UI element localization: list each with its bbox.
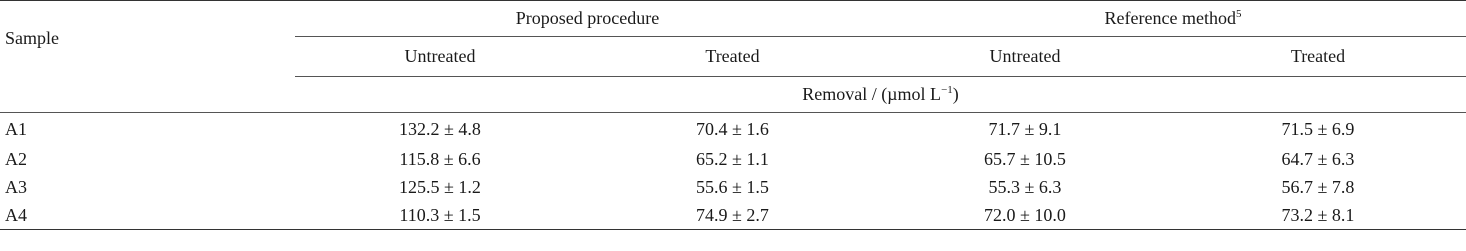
group-reference-header — [880, 1, 1466, 37]
unit-close: ) — [952, 84, 959, 104]
unit-header — [295, 77, 1466, 113]
value-cell: 132.2 ± 4.8 — [399, 118, 481, 139]
value-cell: 74.9 ± 2.7 — [585, 202, 880, 230]
sample-cell: A1 — [5, 118, 27, 139]
col-treated-2: Treated — [1170, 37, 1466, 77]
value-cell: 73.2 ± 8.1 — [1170, 202, 1466, 230]
unit-spacer — [0, 77, 295, 113]
header-group-row — [0, 1, 1466, 37]
value-cell: 64.7 ± 6.3 — [1281, 149, 1355, 169]
sample-cell: A2 — [5, 149, 27, 169]
table-row — [0, 113, 1466, 146]
value-cell: 56.7 ± 7.8 — [1281, 177, 1355, 197]
table-row — [0, 146, 1466, 174]
sample-header: Sample — [0, 1, 295, 77]
value-cell: 55.6 ± 1.5 — [696, 177, 769, 197]
reference-footnote: 5 — [1235, 8, 1242, 20]
value-cell: 70.4 ± 1.6 — [696, 118, 769, 139]
value-cell: 72.0 ± 10.0 — [880, 202, 1170, 230]
col-untreated-1: Untreated — [295, 37, 585, 77]
value-cell: 115.8 ± 6.6 — [399, 149, 481, 169]
col-untreated-2: Untreated — [880, 37, 1170, 77]
value-cell: 65.7 ± 10.5 — [984, 149, 1066, 169]
sample-cell: A3 — [5, 177, 27, 197]
group-proposed-label: Proposed procedure — [515, 8, 660, 28]
value-cell: 71.7 ± 9.1 — [988, 118, 1062, 139]
unit-label: Removal / (µmol L — [802, 84, 942, 104]
col-treated-1: Treated — [585, 37, 880, 77]
table-row — [0, 174, 1466, 202]
sample-cell: A4 — [0, 202, 295, 230]
value-cell: 55.3 ± 6.3 — [988, 177, 1062, 197]
table-row — [0, 202, 1466, 230]
value-cell: 71.5 ± 6.9 — [1281, 118, 1355, 139]
unit-row — [0, 77, 1466, 113]
value-cell: 125.5 ± 1.2 — [399, 177, 481, 197]
group-proposed-header — [295, 1, 880, 37]
value-cell: 110.3 ± 1.5 — [295, 202, 585, 230]
value-cell: 65.2 ± 1.1 — [696, 149, 769, 169]
unit-superscript: −1 — [941, 84, 953, 96]
group-reference-label: Reference method — [1104, 8, 1236, 28]
